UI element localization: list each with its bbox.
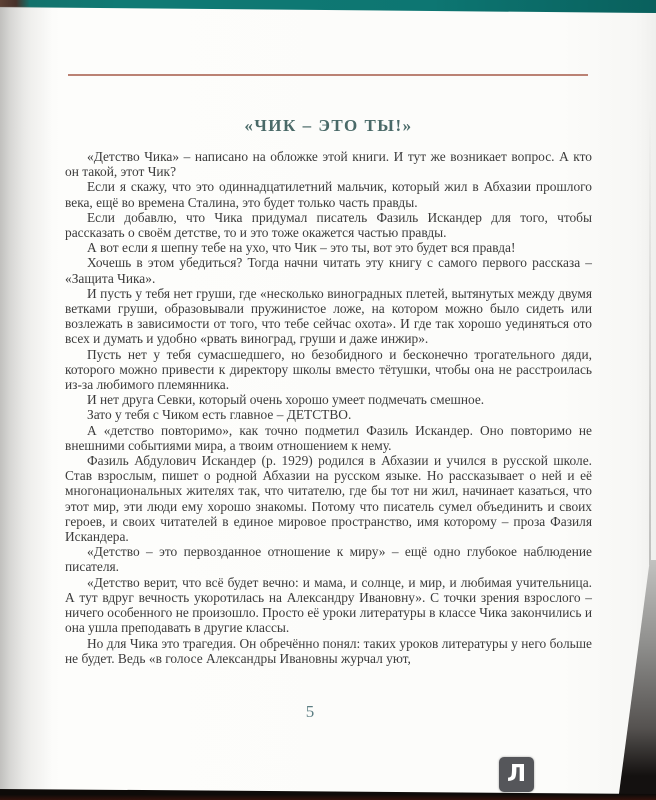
paragraph: «Детство верит, что всё будет вечно: и мама, и солнце, и мир, и любимая учительница. А тут вдруг вечность укоротилась на Александру Ивановну». С точки зрения взрослого – ничего особенного не произошло. Просто её уроки литературы в классе Чика закончились и она ушла преподавать в другие классы. — [65, 574, 592, 636]
labirint-logo-letter: Л — [506, 761, 527, 787]
paragraph: «Детство – это первозданное отношение к миру» – ещё одно глубокое наблюдение писателя. — [65, 544, 592, 575]
paragraph: А вот если я шепну тебе на ухо, что Чик – это ты, вот это будет вся правда! — [87, 240, 516, 256]
paragraph: Если я скажу, что это одиннадцатилетний мальчик, который жил в Абхазии прошлого века, ещё во времена Сталина, это будет только часть правды. — [65, 179, 592, 210]
paragraph: Но для Чика это трагедия. Он обречённо понял: таких уроков литературы у него больше не будет. Ведь «в голосе Александры Ивановны журчал уют, — [65, 635, 592, 666]
paragraph: И пусть у тебя нет груши, где «несколько виноградных плетей, вытянутых между двумя ветками груши, образовывали пружинистое ложе, на котором можно было сидеть или возлежать в зависимости от того, что тебе сейчас охота». И где так хорошо уединяться ото всех и думать и удобно «рвать виноград, груши и даже инжир». — [65, 285, 592, 347]
chapter-title: «ЧИК – ЭТО ТЫ!» — [244, 116, 413, 135]
page-edge-line — [649, 110, 651, 565]
paragraph: Если добавлю, что Чика придумал писатель Фазиль Искандер для того, чтобы рассказать о своём детстве, то и это тоже окажется частью правды. — [65, 209, 592, 241]
labirint-logo — [499, 757, 534, 792]
paragraph: Хочешь в этом убедиться? Тогда начни читать эту книгу с самого первого рассказа – «Защита Чика». — [65, 255, 592, 286]
paragraph: «Детство Чика» – написано на обложке этой книги. И тут же возникает вопрос. А кто он такой, этот Чик? — [65, 149, 592, 180]
paragraph: Пусть нет у тебя сумасшедшего, но безобидного и бесконечно трогательного дяди, которого можно привести к директору школы вместо тётушки, чтобы она не расстроилась из-за любимого племянника. — [65, 346, 592, 393]
decorative-rule — [68, 74, 588, 76]
body-text — [65, 149, 592, 666]
paragraph: Зато у тебя с Чиком есть главное – ДЕТСТВО. — [87, 407, 352, 423]
paragraph: Фазиль Абдулович Искандер (р. 1929) родился в Абхазии и учился в русской школе. Став взрослым, пишет о родной Абхазии на русском языке. Но рассказывает о ней и её многонациональных жителях так, что читателю, где бы тот ни жил, начинает казаться, что этот мир, эти люди ему хорошо знакомы. Потому что писатель сумел объединить и своих героев, и своих читателей в единое мировое пространство, имя которому – проза Фазиля Искандера. — [65, 453, 592, 545]
paragraph: И нет друга Севки, который очень хорошо умеет подмечать смешное. — [87, 392, 485, 408]
paragraph: А «детство повторимо», как точно подметил Фазиль Искандер. Оно повторимо не внешними событиями мира, а твоим отношением к нему. — [65, 422, 592, 453]
page-number: 5 — [305, 702, 315, 721]
